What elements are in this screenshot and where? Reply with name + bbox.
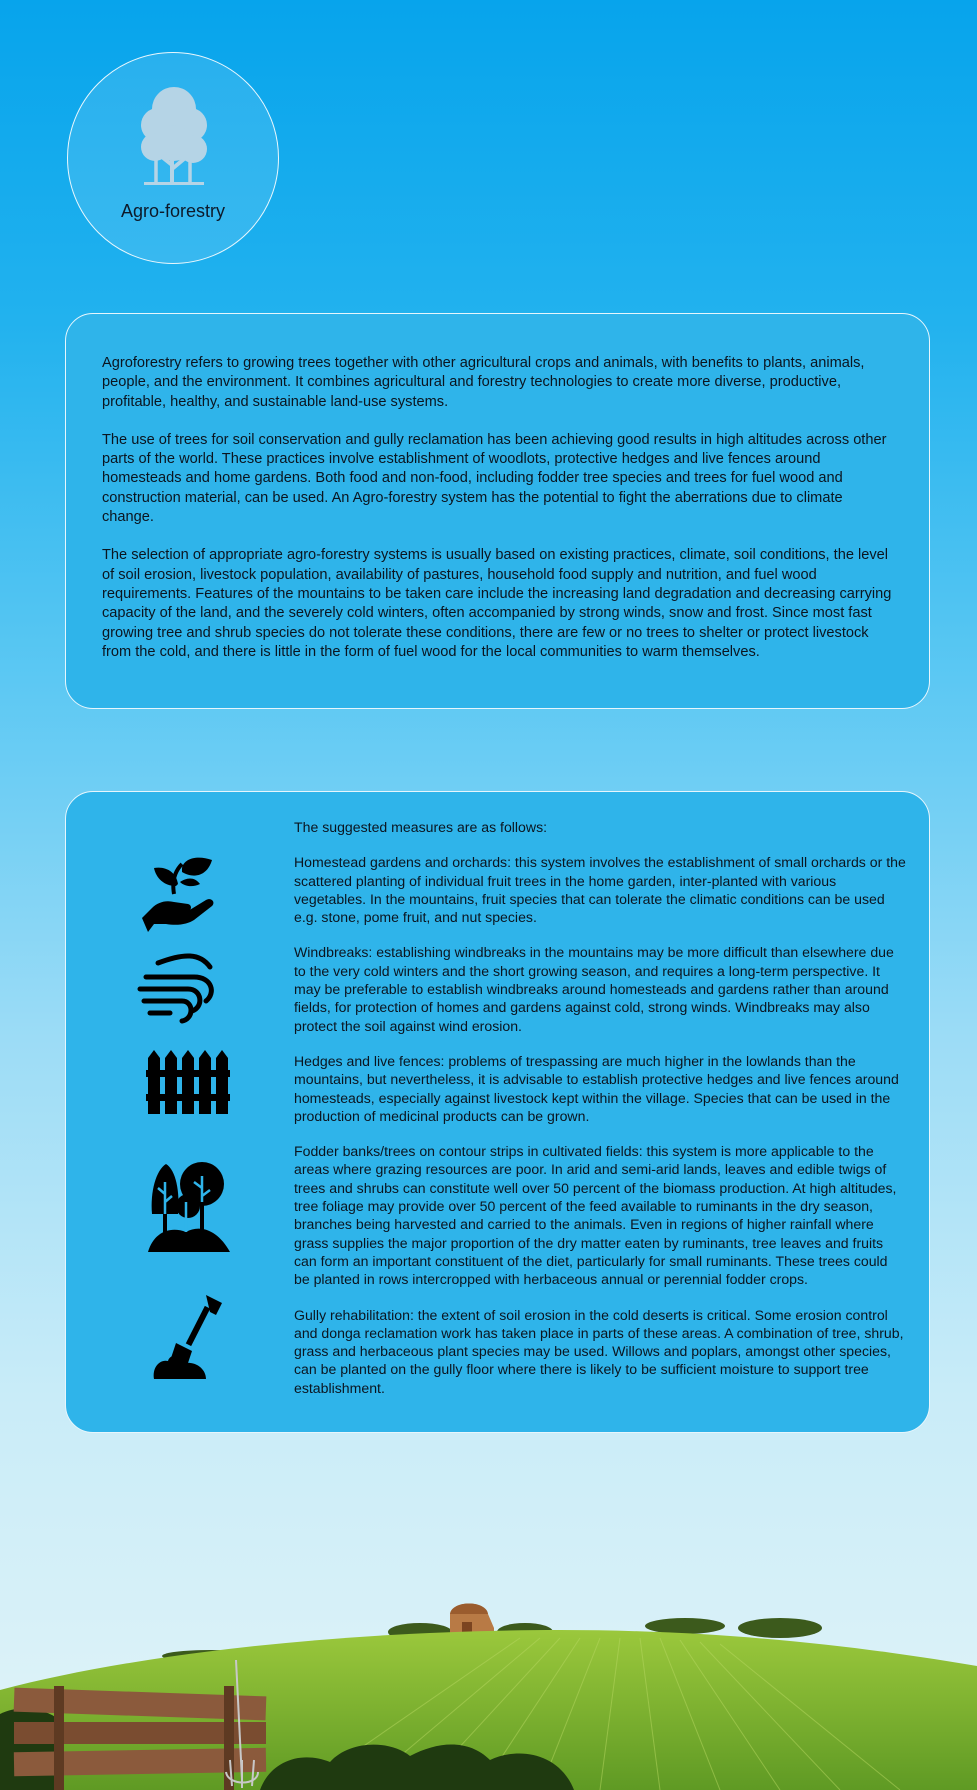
measure-item: Windbreaks: establishing windbreaks in the mountains may be more difficult than elsewhere due to the very cold winters and the short growing season, and requires a long-term perspective. It may be preferable to establish windbreaks around homesteads and gardens rather than around fields, for protection of homes and gardens against cold, strong winds. Windbreaks may also protect the soil against wind erosion. bbox=[294, 944, 894, 1034]
trees-icon bbox=[146, 1162, 232, 1254]
measure-item: Gully rehabilitation: the extent of soil erosion in the cold deserts is critical. Some erosion control and donga reclamation work has taken place in parts of these areas. A combination of tree, shrub, grass and herbaceous plant species may be used. Willows and poplars, amongst other species, can be planted on the gully floor where there is likely to be sufficient moisture to support tree establishment. bbox=[294, 1306, 904, 1396]
farm-landscape-illustration bbox=[0, 1590, 977, 1790]
intro-paragraph: The use of trees for soil conservation and gully reclamation has been achieving good results in high altitudes across other parts of the world. These practices involve establishment of woodlots, protective hedges and live fences around homesteads and home gardens. Both food and non-food, including fodder tree species and trees for fuel wood and construction material, can be used. An Agro-forestry system has the potential to fight the aberrations due to climate change. bbox=[102, 431, 887, 526]
page-title: Agro-forestry bbox=[120, 201, 226, 221]
measures-heading: The suggested measures are as follows: bbox=[294, 819, 548, 835]
wind-icon bbox=[136, 947, 220, 1025]
fence-icon bbox=[146, 1050, 230, 1114]
hand-plant-icon bbox=[138, 856, 218, 932]
tree-icon bbox=[138, 85, 210, 189]
intro-paragraph: The selection of appropriate agro-forestry systems is usually based on existing practices, climate, soil conditions, the level of soil erosion, livestock population, availability of pastures, household food supply and nutrition, and fuel wood requirements. Features of the mountains to be taken care include the increasing land degradation and decreasing carrying capacity of the land, and the severely cold winters, often accompanied by strong winds, snow and frost. Since most fast growing tree and shrub species do not tolerate these conditions, there are few or no trees to shelter or protect livestock from the cold, and there is little in the form of fuel wood for the local communities to warm themselves. bbox=[102, 547, 892, 660]
intro-card bbox=[65, 313, 930, 709]
measure-item: Homestead gardens and orchards: this system involves the establishment of small orchards or the scattered planting of individual fruit trees in the home garden, inter-planted with various vegetables. In the mountains, fruit species that can tolerate the climatic conditions can be used e.g. stone, pome fruit, and nut species. bbox=[294, 854, 906, 926]
shovel-soil-icon bbox=[152, 1295, 226, 1381]
intro-paragraph: Agroforestry refers to growing trees together with other agricultural crops and animals, with benefits to plants, animals, people, and the environment. It combines agricultural and forestry technologies to create more diverse, productive, profitable, healthy, and sustainable land-use systems. bbox=[102, 355, 865, 410]
measure-item: Hedges and live fences: problems of trespassing are much higher in the lowlands than the mountains, but nevertheless, it is advisable to establish protective hedges and live fences around homesteads, especially against livestock kept within the village. Species that can be used in the production of medicinal products can be grown. bbox=[294, 1052, 899, 1124]
section-badge bbox=[67, 52, 279, 264]
measure-item: Fodder banks/trees on contour strips in cultivated fields: this system is more applicable to the areas where grazing resources are poor. In arid and semi-arid lands, leaves and edible twigs of trees and shrubs can constitute well over 50 percent of the biomass production. At high altitudes, tree foliage may provide over 50 percent of the feed available to ruminants in the dry season, branches being harvested and carried to the animals. Even in regions of higher rainfall where grass supplies the major proportion of the dry matter eaten by ruminants, tree leaves and fruits can form an important constituent of the diet, particularly for small ruminants. These trees could be planted in rows intercropped with herbaceous annual or perennial fodder crops. bbox=[294, 1143, 897, 1288]
measures-text bbox=[294, 818, 906, 1414]
measures-card bbox=[65, 791, 930, 1433]
